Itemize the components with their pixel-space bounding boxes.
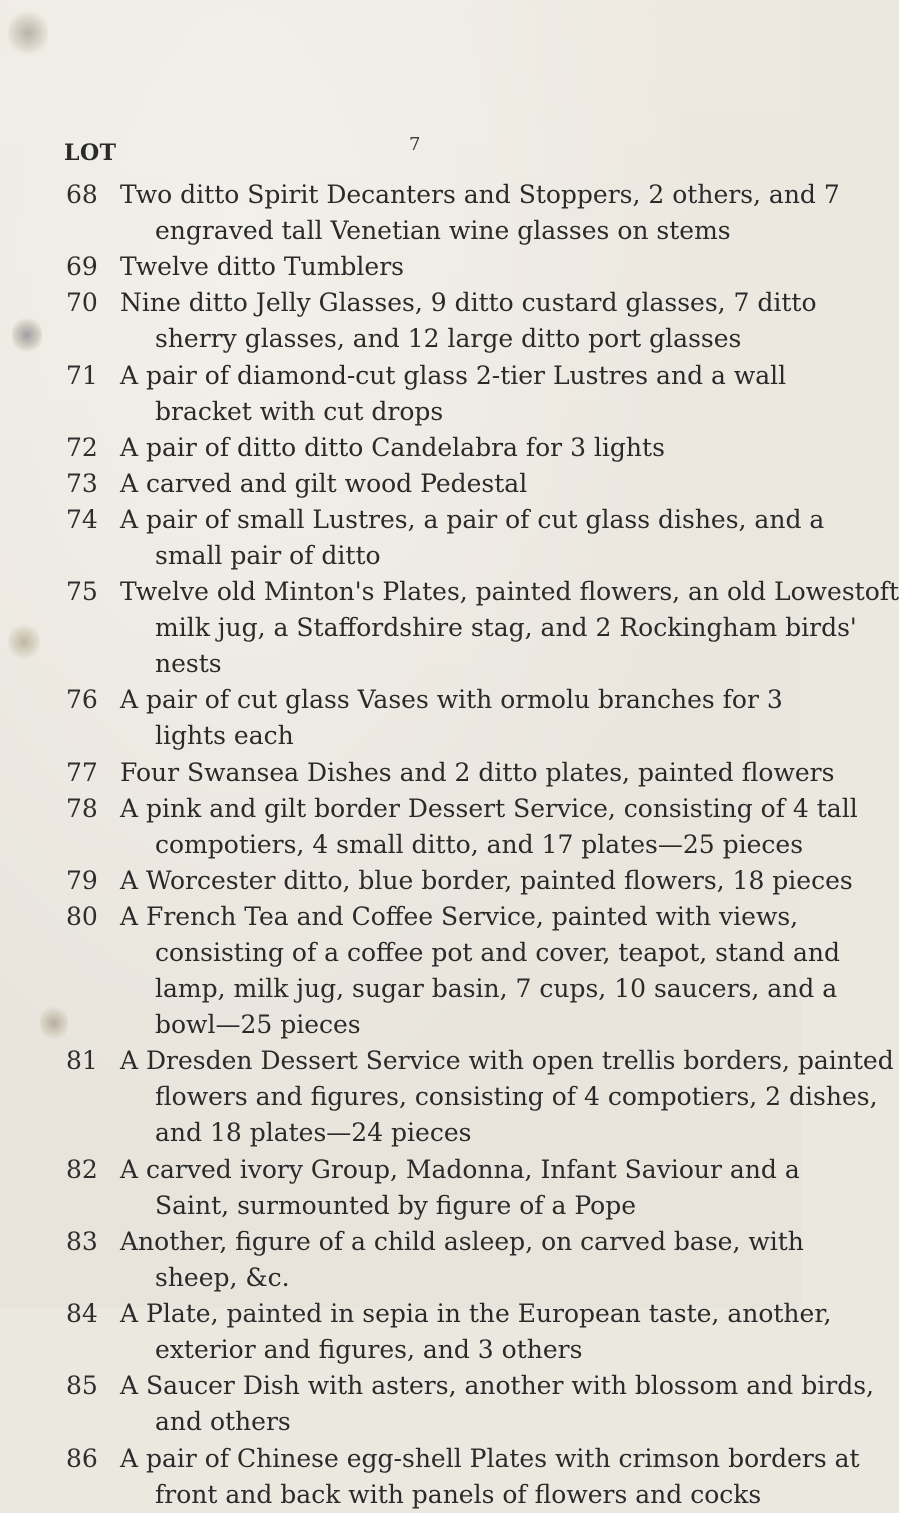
description-line: A pair of cut glass Vases with ormolu branches for 3 [120,685,783,715]
description-line: Four Swansea Dishes and 2 ditto plates, painted flowers [120,757,835,787]
description-line: exterior and figures, and 3 others [155,1335,583,1365]
description-line: sherry glasses, and 12 large ditto port glasses [155,324,742,354]
lot-number: 69 [66,252,98,282]
description-line: Another, figure of a child asleep, on carved base, with [120,1226,804,1256]
lot-column-heading: LOT [64,140,117,166]
description-line: A pair of small Lustres, a pair of cut glass dishes, and a [120,504,825,534]
lot-number: 76 [66,685,98,715]
description-line: engraved tall Venetian wine glasses on stems [155,216,731,245]
lot-description [120,1224,804,1296]
lot-number: 79 [66,865,98,895]
lot-number: 68 [66,180,98,209]
binding-hole-mark [8,622,40,662]
lot-description [120,502,825,574]
lot-number: 77 [66,757,98,787]
description-line: Twelve old Minton's Plates, painted flowers, an old Lowestoft [120,577,899,607]
description-line: A pair of Chinese egg-shell Plates with crimson borders at [120,1443,860,1473]
description-line: consisting of a coffee pot and cover, teapot, stand and [155,938,841,967]
lot-description [120,1368,874,1440]
lot-description [120,755,835,791]
lot-description [120,1296,832,1368]
lot-description [120,899,841,1043]
lot-number: 80 [66,902,98,931]
description-line: and others [155,1407,291,1437]
description-line: sheep, &c. [155,1262,290,1292]
description-line: nests [155,649,222,679]
description-line: Nine ditto Jelly Glasses, 9 ditto custard glasses, 7 ditto [120,288,817,318]
description-line: A Plate, painted in sepia in the European taste, another, [120,1299,832,1329]
description-line: lamp, milk jug, sugar basin, 7 cups, 10 saucers, and a [155,974,838,1003]
description-line: compotiers, 4 small ditto, and 17 plates—25 pieces [155,829,804,859]
description-line: front and back with panels of flowers and cocks [155,1479,762,1509]
page-mark: 7 [409,134,421,155]
lot-number: 71 [66,360,98,390]
lot-description [120,177,840,249]
lot-number: 75 [66,577,98,607]
lot-number: 83 [66,1226,98,1256]
description-line: Twelve ditto Tumblers [120,252,404,282]
description-line: milk jug, a Staffordshire stag, and 2 Rockingham birds' [155,613,857,643]
lot-number: 78 [66,793,98,823]
lot-description [120,430,796,466]
binding-hole-mark [12,315,42,355]
description-line: A Worcester ditto, blue border, painted flowers, 18 pieces [120,865,853,895]
lot-number: 82 [66,1154,98,1184]
description-line: A French Tea and Coffee Service, painted with views, [120,902,799,931]
description-line: A pair of ditto ditto Candelabra for 3 lights [120,432,665,462]
description-line: and 18 plates—24 pieces [155,1118,472,1148]
lot-number: 74 [66,504,98,534]
description-line: A pink and gilt border Dessert Service, consisting of 4 tall [120,793,858,823]
lot-description [120,466,796,502]
lot-number: 72 [66,432,98,462]
lot-description [120,791,858,863]
description-line: flowers and figures, consisting of 4 compotiers, 2 dishes, [155,1082,878,1112]
lot-description [120,249,796,285]
description-line: A Dresden Dessert Service with open trellis borders, painted [120,1046,894,1076]
lot-description [120,1441,860,1513]
lot-description [120,863,853,899]
description-line: A Saucer Dish with asters, another with blossom and birds, [120,1371,874,1401]
lot-description [120,285,817,357]
description-line: lights each [155,721,294,751]
description-line: small pair of ditto [155,540,381,570]
lot-description [120,682,796,754]
description-line: A carved ivory Group, Madonna, Infant Saviour and a [120,1154,800,1184]
description-line: bracket with cut drops [155,396,444,426]
description-line: A carved and gilt wood Pedestal [120,468,528,498]
lot-number: 70 [66,288,98,318]
binding-hole-mark [8,8,48,58]
lot-description [120,1152,800,1224]
description-line: bowl—25 pieces [155,1010,361,1039]
lot-description [120,574,899,682]
lot-description [120,358,796,430]
lot-number: 81 [66,1046,98,1076]
lot-number: 85 [66,1371,98,1401]
description-line: Saint, surmounted by figure of a Pope [155,1190,637,1220]
binding-hole-mark [40,1003,68,1043]
lot-description [120,1043,894,1151]
description-line: Two ditto Spirit Decanters and Stoppers, 2 others, and 7 [120,180,840,209]
lot-number: 73 [66,468,98,498]
lot-number: 86 [66,1443,98,1473]
description-line: A pair of diamond-cut glass 2-tier Lustres and a wall [120,360,787,390]
lot-number: 84 [66,1299,98,1329]
